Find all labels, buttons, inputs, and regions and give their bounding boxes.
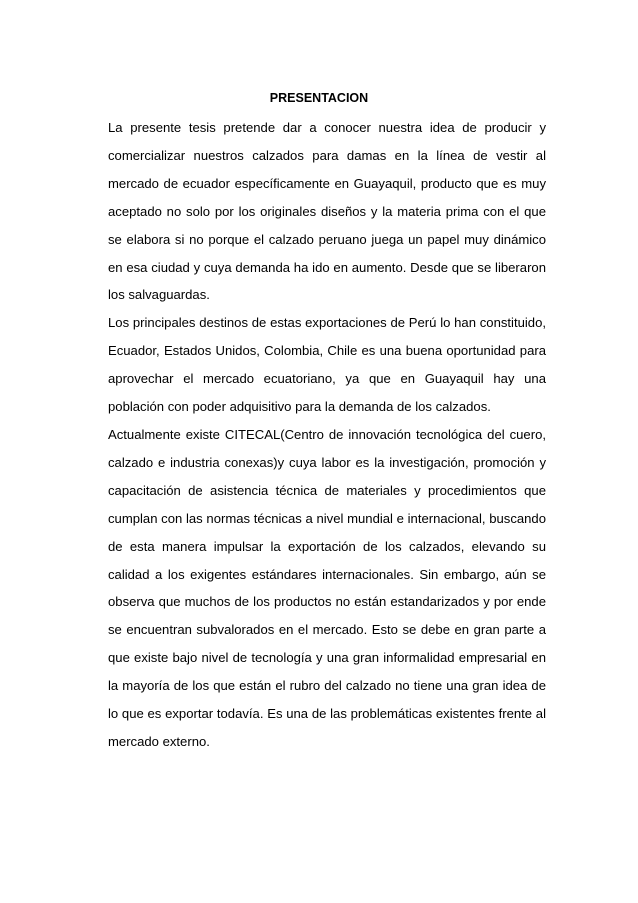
paragraph-intro: La presente tesis pretende dar a conocer nuestra idea de producir y comercializar nuestros calzados para damas en la línea de vestir al mercado de ecuador específicamente en Guayaquil, producto que es muy aceptado no solo por los originales diseños y la materia prima con el que se elabora si no porque el calzado peruano juega un papel muy dinámico en esa ciudad y cuya demanda ha ido en aumento. Desde que se liberaron los salvaguardas. [108, 120, 546, 303]
paragraph-citecal: Actualmente existe CITECAL(Centro de innovación tecnológica del cuero, calzado e industria conexas)y cuya labor es la investigación, promoción y capacitación de asistencia técnica de materiales y procedimientos que cumplan con las normas técnicas a nivel mundial e internacional, buscando de esta manera impulsar la exportación de los calzados, elevando su calidad a los exigentes estándares internacionales. Sin embargo, aún se observa que muchos de los productos no están estandarizados y por ende se encuentran subvalorados en el mercado. Esto se debe en gran parte a que existe bajo nivel de tecnología y una gran informalidad empresarial en la mayoría de los que están el rubro del calzado no tiene una gran idea de lo que es exportar todavía. Es una de las problemáticas existentes frente al mercado externo. [108, 426, 546, 749]
page-title: PRESENTACION [269, 91, 369, 105]
document-body [108, 114, 546, 756]
paragraph-destinations: Los principales destinos de estas exportaciones de Perú lo han constituido, Ecuador, Estados Unidos, Colombia, Chile es una buena oportunidad para aprovechar el mercado ecuatoriano, ya que en Guayaquil hay una población con poder adquisitivo para la demanda de los calzados. [108, 315, 546, 415]
